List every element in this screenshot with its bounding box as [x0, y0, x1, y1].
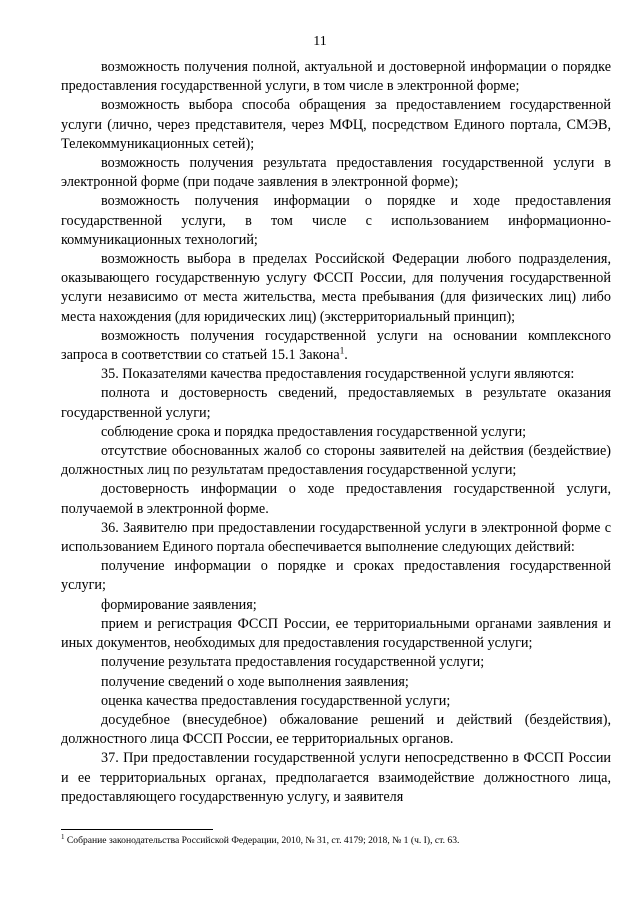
paragraph-choice-of-method: возможность выбора способа обращения за предоставлением государственной услуги (лично, через представителя, через МФЦ, посредством Единого портала, СМЭВ, Телекоммуникационных сетей); [61, 97, 611, 152]
paragraph-quality-rating: оценка качества предоставления государственной услуги; [101, 692, 451, 709]
paragraph-deadlines: соблюдение срока и порядка предоставления государственной услуги; [101, 423, 527, 440]
paragraph-progress-info: возможность получения информации о порядке и ходе предоставления государственной услуги, в том числе с использованием информационно-коммуникационных технологий; [61, 193, 611, 248]
page-number: 11 [313, 34, 327, 49]
paragraph-get-info: получение информации о порядке и сроках предоставления государственной услуги; [61, 558, 611, 594]
footnote-reference: 1 [339, 345, 345, 356]
paragraph-get-result: получение результата предоставления государственной услуги; [101, 654, 485, 671]
paragraph-electronic-result: возможность получения результата предоставления государственной услуги в электронной форме (при подаче заявления в электронной форме); [61, 155, 611, 191]
paragraph-completeness: полнота и достоверность сведений, предоставляемых в результате оказания государственной услуги; [61, 385, 611, 421]
paragraph-35-heading: 35. Показателями качества предоставления государственной услуги являются: [101, 366, 575, 383]
document-body [61, 58, 611, 807]
paragraph-reliability: достоверность информации о ходе предоставления государственной услуги, получаемой в электронной форме. [61, 481, 611, 517]
footnote-reference-suffix: . [344, 347, 348, 364]
footnote-text: Собрание законодательства Российской Федерации, 2010, № 31, ст. 4179; 2018, № 1 (ч. I), ст. 63. [66, 835, 460, 846]
paragraph-reception-registration: прием и регистрация ФССП России, ее территориальными органами заявления и иных документов, необходимых для предоставления государственной услуги; [61, 615, 611, 652]
footnote-mark: 1 [61, 832, 65, 841]
footnote-divider [61, 829, 213, 830]
paragraph-form-application: формирование заявления; [101, 596, 257, 613]
paragraph-complex-request [61, 327, 611, 365]
paragraph-get-status: получение сведений о ходе выполнения заявления; [101, 673, 409, 690]
paragraph-extraterritorial: возможность выбора в пределах Российской Федерации любого подразделения, оказывающего государственную услугу ФССП России, для получения государственной услуги независимо от места жительства, места пребывания (для физических лиц) либо места нахождения (для юридических лиц) (экстерриториальный принцип); [61, 251, 611, 325]
paragraph-info-availability: возможность получения полной, актуальной и достоверной информации о порядке предоставления государственной услуги, в том числе в электронной форме; [61, 59, 611, 95]
paragraph-37-heading: 37. При предоставлении государственной услуги непосредственно в ФССП России и ее территориальных органах, предполагается взаимодействие должностного лица, предоставляющего государственную услугу, и заявителя [61, 750, 611, 805]
paragraph-no-complaints: отсутствие обоснованных жалоб со стороны заявителей на действия (бездействие) должностных лиц по результатам предоставления государственной услуги; [61, 443, 611, 479]
footnote [61, 832, 611, 847]
paragraph-appeal: досудебное (внесудебное) обжалование решений и действий (бездействия), должностного лица ФССП России, ее территориальных органов. [61, 711, 611, 748]
paragraph-36-heading: 36. Заявителю при предоставлении государственной услуги в электронной форме с использованием Единого портала обеспечивается выполнение следующих действий: [61, 519, 611, 556]
complex-request-text: возможность получения государственной услуги на основании комплексного запроса в соответствии со статьей 15.1 Закона [61, 327, 611, 364]
